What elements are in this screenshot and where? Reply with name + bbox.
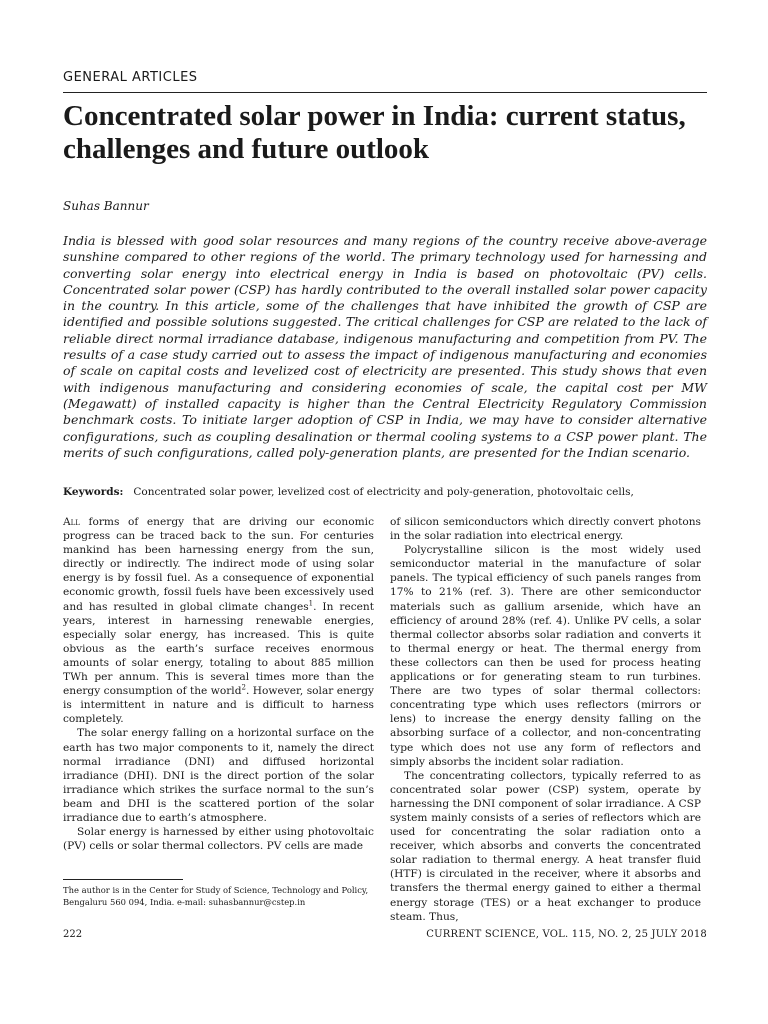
keywords-label: Keywords:: [63, 486, 124, 498]
author-name: Suhas Bannur: [63, 199, 149, 213]
body-column-right: [390, 515, 701, 924]
body-paragraph: The solar energy falling on a horizontal surface on the earth has two major components to it, namely the direct normal irradiance (DNI) and diffused horizontal irradiance (DHI). DNI is the direct portion of the solar irradiance which strikes the surface normal to the sun’s beam and DHI is the scattered portion of the solar irradiance due to earth’s atmosphere.: [63, 727, 374, 824]
section-label: GENERAL ARTICLES: [63, 70, 198, 85]
keywords: [63, 486, 707, 498]
abstract: India is blessed with good solar resources and many regions of the country receive above-average sunshine compared to other regions of the world. The primary technology used for harnessing and converting solar energy into electrical energy in India is based on photovoltaic (PV) cells. Concentrated solar power (CSP) has hardly contributed to the overall installed solar power capacity in the country. In this article, some of the challenges that have inhibited the growth of CSP are identified and possible solutions suggested. The critical challenges for CSP are related to the lack of reliable direct normal irradiance database, indigenous manufacturing and competition from PV. The results of a case study carried out to assess the impact of indigenous manufacturing and economies of scale on capital costs and levelized cost of electricity are presented. This study shows that even with indigenous manufacturing and considering economies of scale, the capital cost per MW (Megawatt) of installed capacity is higher than the Central Electricity Regulatory Commission benchmark costs. To initiate larger adoption of CSP in India, we may have to consider alternative configurations, such as coupling desalination or thermal cooling systems to a CSP power plant. The merits of such configurations, called poly-generation plants, are presented for the Indian scenario.: [63, 233, 707, 460]
body-paragraph: Solar energy is harnessed by either using photovoltaic (PV) cells or solar thermal collectors. PV cells are made: [63, 826, 374, 853]
body-paragraph: All forms of energy that are driving our economic progress can be traced back to the sun. For centuries mankind has been harnessing energy from the sun, directly or indirectly. The indirect mode of using solar energy is by fossil fuel. As a consequence of exponential economic growth, fossil fuels have been excessively used and has resulted in global climate changes$^1$. In recent years, interest in harnessing renewable energies, especially solar energy, has increased. This is quite obvious as the earth’s surface receives enormous amounts of solar energy, totaling to about 885 million TWh per annum. This is several times more than the energy consumption of the world$^2$. However, solar energy is intermittent in nature and is difficult to harness completely.: [63, 516, 374, 726]
article-title: Concentrated solar power in India: current status, challenges and future outlook: [63, 100, 686, 165]
body-paragraph: Polycrystalline silicon is the most widely used semiconductor material in the manufacture of solar panels. The typical efficiency of such panels ranges from 17% to 21% (ref. 3). There are other semiconductor materials such as gallium arsenide, which have an efficiency of around 28% (ref. 4). Unlike PV cells, a solar thermal collector absorbs solar radiation and converts it to thermal energy or heat. The thermal energy from these collectors can then be used for process heating applications or for generating steam to run turbines. There are two types of solar thermal collectors: concentrating type which uses reflectors (mirrors or lens) to increase the energy density falling on the absorbing surface of a collector, and non-concentrating type which does not use any form of reflectors and simply absorbs the incident solar radiation.: [390, 544, 701, 768]
lead-word: All: [63, 516, 80, 528]
section-divider: [63, 92, 707, 93]
author-footnote: The author is in the Center for Study of Science, Technology and Policy, Bengaluru 560 094, India. e-mail: suhasbannur@cstep.in: [63, 885, 369, 907]
reference-marker[interactable]: 2: [241, 683, 246, 692]
footnote-divider: [63, 879, 183, 880]
body-paragraph: The concentrating collectors, typically referred to as concentrated solar power (CSP) system, operate by harnessing the DNI component of solar irradiance. A CSP system mainly consists of a series of reflectors which are used for concentrating the solar radiation onto a receiver, which absorbs and converts the concentrated solar radiation to thermal energy. A heat transfer fluid (HTF) is circulated in the receiver, where it absorbs and transfers the thermal energy gained to either a thermal energy storage (TES) or a heat exchanger to produce steam. Thus,: [390, 769, 701, 923]
article-page: [63, 0, 707, 1024]
reference-marker[interactable]: 1: [308, 599, 314, 608]
body-paragraph: of silicon semiconductors which directly convert photons in the solar radiation into electrical energy.: [390, 516, 701, 543]
body-column-left: [63, 515, 374, 853]
page-number: 222: [63, 929, 83, 940]
keywords-text: Concentrated solar power, levelized cost of electricity and poly-generation, photovoltaic cells,: [133, 486, 634, 498]
journal-citation: CURRENT SCIENCE, VOL. 115, NO. 2, 25 JULY 2018: [426, 929, 707, 940]
